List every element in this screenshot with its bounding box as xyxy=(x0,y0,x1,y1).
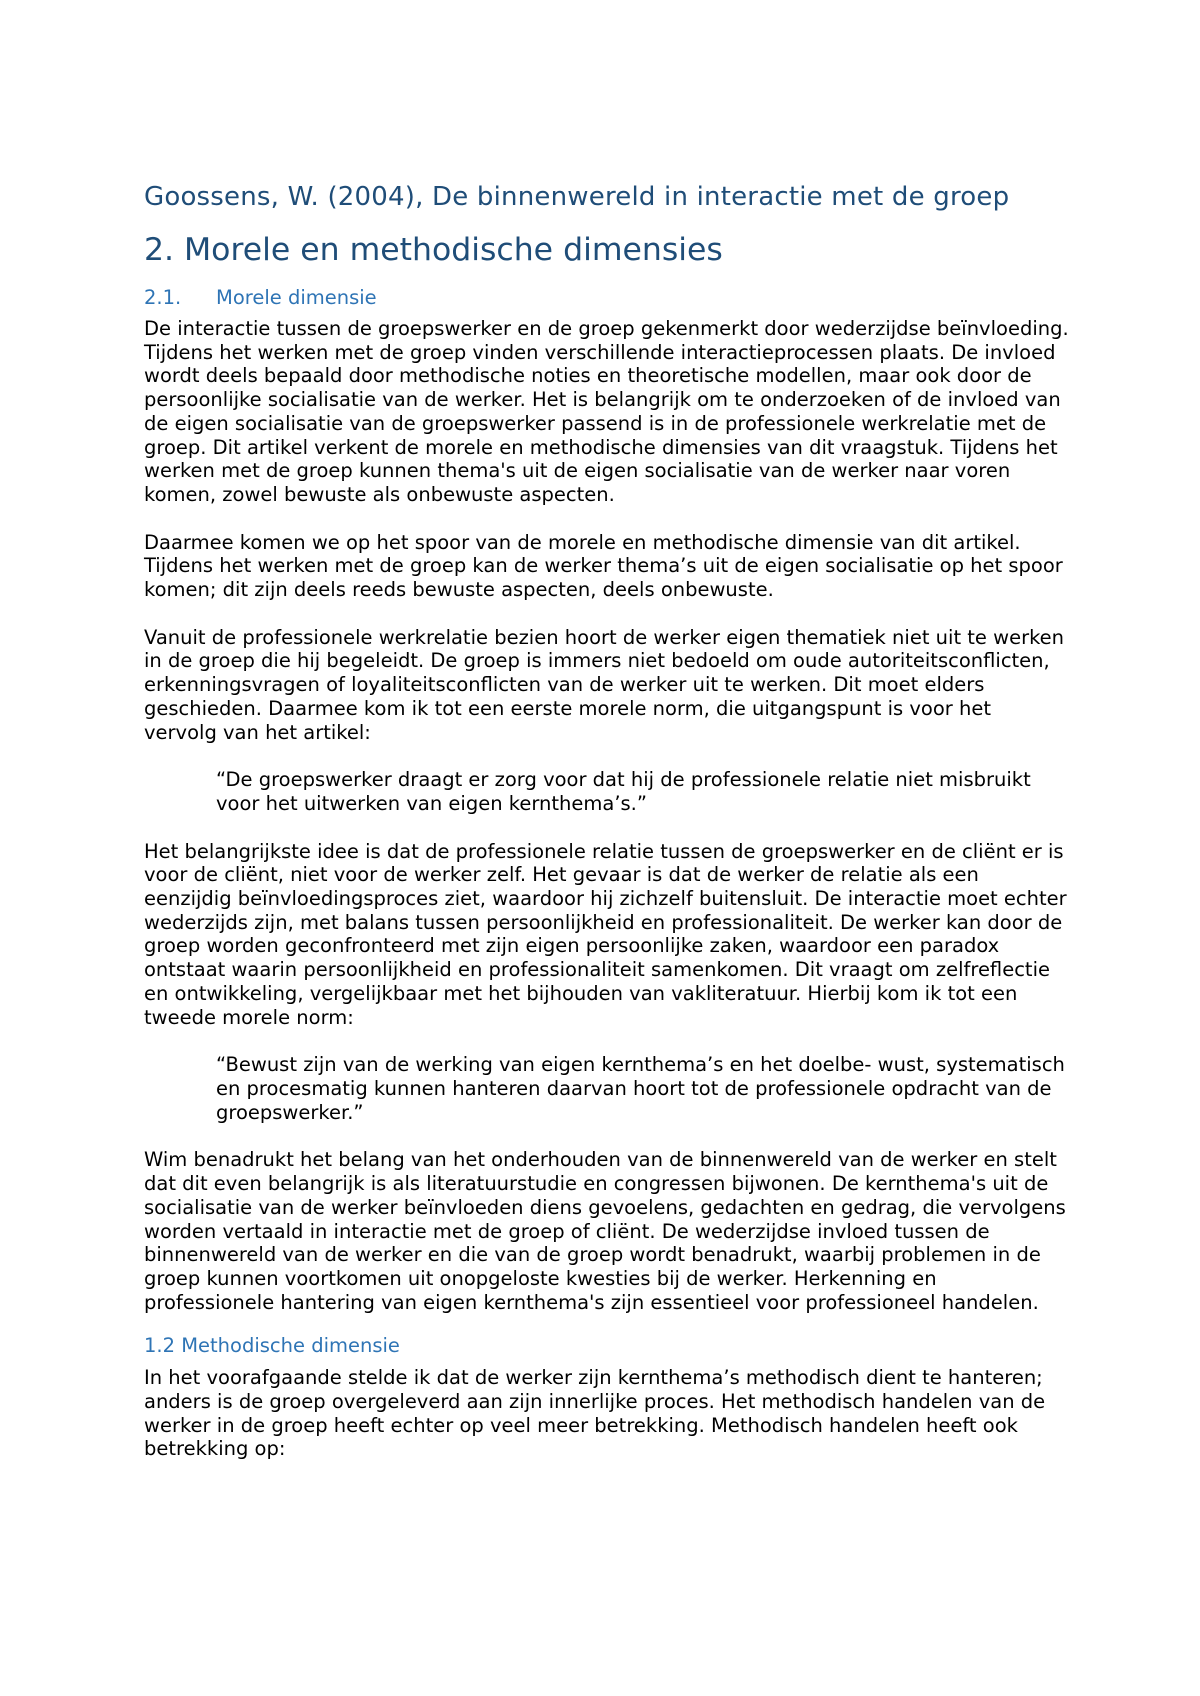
quote-second-moral-norm: “Bewust zijn van de werking van eigen kernthema’s en het doelbe- wust, systematisch en procesmatig kunnen hanteren daarvan hoort tot de professionele opdracht van de groepswerker.” xyxy=(216,1053,1065,1124)
document-title: Goossens, W. (2004), De binnenwereld in interactie met de groep xyxy=(144,182,1010,212)
subsection-heading-moral xyxy=(144,285,1069,311)
subsection-title: Morele dimensie xyxy=(216,286,377,309)
subsection-number: 2.1. xyxy=(144,286,182,309)
document-page xyxy=(144,178,1069,1461)
paragraph-3: Vanuit de professionele werkrelatie bezien hoort de werker eigen thematiek niet uit te werken in de groep die hij begeleidt. De groep is immers niet bedoeld om oude autoriteitsconflicten, erkenningsvragen of loyaliteitsconflicten van de werker uit te werken. Dit moet elders geschieden. Daarmee kom ik tot een eerste morele norm, die uitgangspunt is voor het vervolg van het artikel: xyxy=(144,625,1065,744)
paragraph-4: Het belangrijkste idee is dat de professionele relatie tussen de groepswerker en de cliënt er is voor de cliënt, niet voor de werker zelf. Het gevaar is dat de werker de relatie als een eenzijdig beïnvloedingsproces ziet, waardoor hij zichzelf buitensluit. De interactie moet echter wederzijds zijn, met balans tussen persoonlijkheid en professionaliteit. De werker kan door de groep worden geconfronteerd met zijn eigen persoonlijke zaken, waardoor een paradox ontstaat waarin persoonlijkheid en professionaliteit samenkomen. Dit vraagt om zelfreflectie en ontwikkeling, vergelijkbaar met het bijhouden van vakliteratuur. Hierbij kom ik tot een tweede morele norm: xyxy=(144,839,1067,1029)
paragraph-5: Wim benadrukt het belang van het onderhouden van de binnenwereld van de werker en stelt dat dit even belangrijk is als literatuurstudie en congressen bijwonen. De kernthema's uit de socialisatie van de werker beïnvloeden diens gevoelens, gedachten en gedrag, die vervolgens worden vertaald in interactie met de groep of cliënt. De wederzijdse invloed tussen de binnenwereld van de werker en die van de groep wordt benadrukt, waarbij problemen in de groep kunnen voortkomen uit onopgeloste kwesties bij de werker. Herkenning en professionele hantering van eigen kernthema's zijn essentieel voor professioneel handelen. xyxy=(144,1148,1066,1314)
section-heading xyxy=(144,229,1069,271)
subsection-heading-methodical: 1.2 Methodische dimensie xyxy=(144,1334,400,1358)
section-title: Morele en methodische dimensies xyxy=(184,232,723,268)
paragraph-1: De interactie tussen de groepswerker en de groep gekenmerkt door wederzijdse beïnvloeding. Tijdens het werken met de groep vinden verschillende interactieprocessen plaats. De invloed wordt deels bepaald door methodische noties en theoretische modellen, maar ook door de persoonlijke socialisatie van de werker. Het is belangrijk om te onderzoeken of de invloed van de eigen socialisatie van de groepswerker passend is in de professionele werkrelatie met de groep. Dit artikel verkent de morele en methodische dimensies van dit vraagstuk. Tijdens het werken met de groep kunnen thema's uit de eigen socialisatie van de werker naar voren komen, zowel bewuste als onbewuste aspecten. xyxy=(144,317,1069,506)
quote-first-moral-norm: “De groepswerker draagt er zorg voor dat hij de professionele relatie niet misbruikt voor het uitwerken van eigen kernthema’s.” xyxy=(216,768,1031,815)
section-number: 2. xyxy=(144,232,175,268)
paragraph-2: Daarmee komen we op het spoor van de morele en methodische dimensie van dit artikel. Tijdens het werken met de groep kan de werker thema’s uit de eigen socialisatie op het spoor komen; dit zijn deels reeds bewuste aspecten, deels onbewuste. xyxy=(144,530,1063,602)
paragraph-6: In het voorafgaande stelde ik dat de werker zijn kernthema’s methodisch dient te hanteren; anders is de groep overgeleverd aan zijn innerlijke proces. Het methodisch handelen van de werker in de groep heeft echter op veel meer betrekking. Methodisch handelen heeft ook betrekking op: xyxy=(144,1366,1046,1461)
